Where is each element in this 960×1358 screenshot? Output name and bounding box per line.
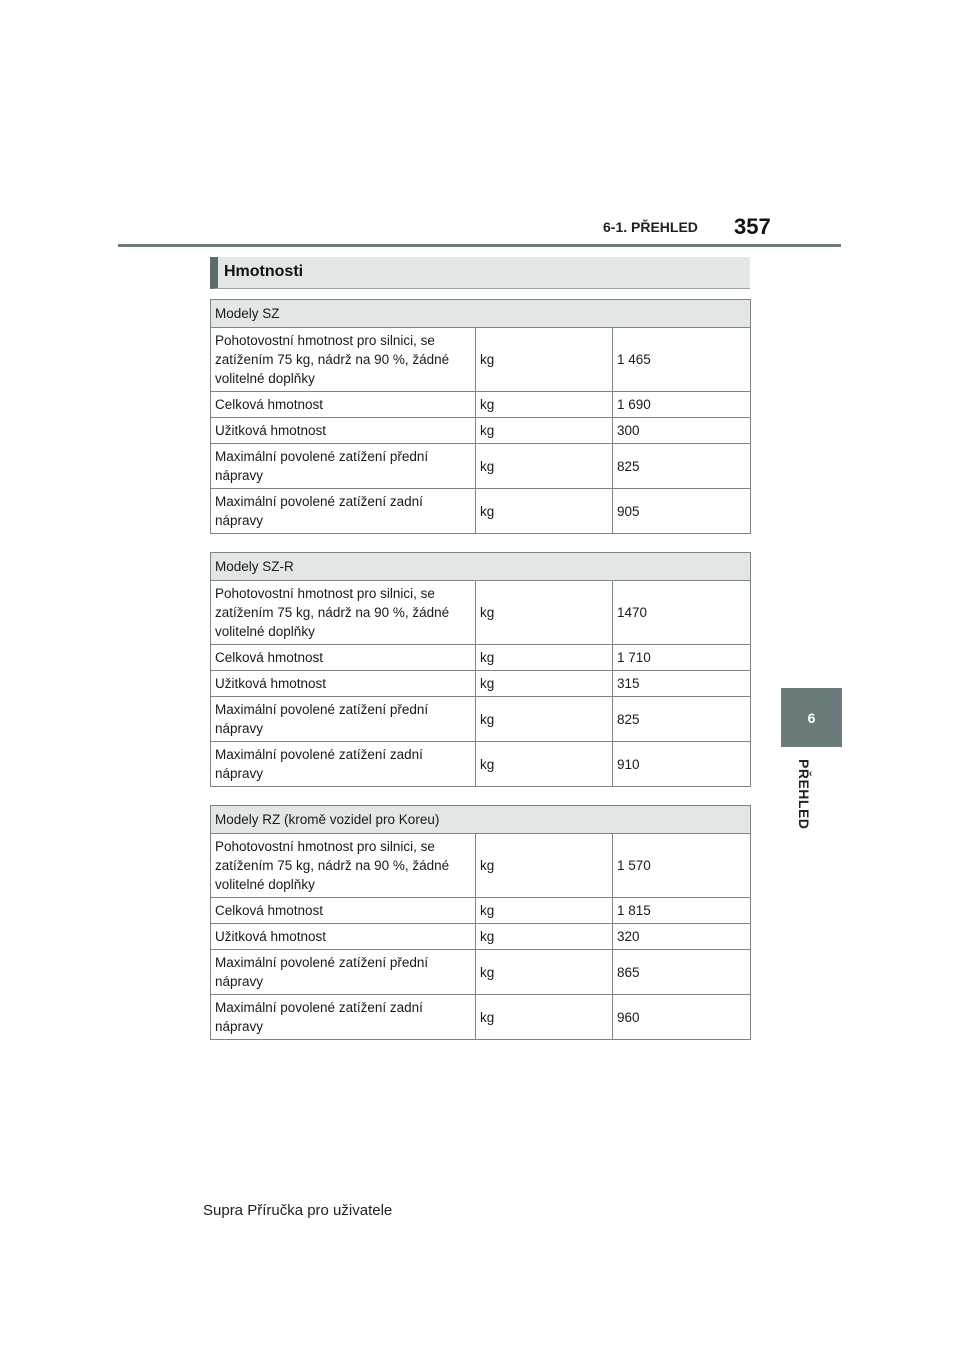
table-row xyxy=(211,671,751,697)
row-value: 315 xyxy=(613,671,751,697)
model-name: Modely SZ-R xyxy=(211,553,751,581)
weights-table-sz-r xyxy=(210,552,751,787)
page-number: 357 xyxy=(734,214,771,239)
row-value: 825 xyxy=(613,697,751,742)
weights-table-sz xyxy=(210,299,751,534)
row-label: Maximální povolené zatížení přední nápravy xyxy=(211,950,476,995)
row-label: Celková hmotnost xyxy=(211,645,476,671)
table-row xyxy=(211,697,751,742)
model-name: Modely SZ xyxy=(211,300,751,328)
row-unit: kg xyxy=(476,581,613,645)
row-label: Celková hmotnost xyxy=(211,392,476,418)
table-row xyxy=(211,950,751,995)
footer-manual-title: Supra Příručka pro uživatele xyxy=(203,1202,393,1219)
table-model-row xyxy=(211,806,751,834)
row-unit: kg xyxy=(476,834,613,898)
chapter-label: PŘEHLED xyxy=(796,759,812,830)
row-label: Užitková hmotnost xyxy=(211,924,476,950)
model-name: Modely RZ (kromě vozidel pro Koreu) xyxy=(211,806,751,834)
weights-table-rz xyxy=(210,805,751,1040)
row-label: Celková hmotnost xyxy=(211,898,476,924)
row-value: 905 xyxy=(613,489,751,534)
chapter-number: 6 xyxy=(807,709,816,726)
chapter-tab xyxy=(781,688,842,747)
table-row xyxy=(211,392,751,418)
table-row xyxy=(211,898,751,924)
table-model-row xyxy=(211,553,751,581)
row-unit: kg xyxy=(476,444,613,489)
row-label: Pohotovostní hmotnost pro silnici, se zatížením 75 kg, nádrž na 90 %, žádné volitelné doplňky xyxy=(211,834,476,898)
table-row xyxy=(211,489,751,534)
row-value: 1 465 xyxy=(613,328,751,392)
row-value: 320 xyxy=(613,924,751,950)
row-unit: kg xyxy=(476,924,613,950)
row-value: 910 xyxy=(613,742,751,787)
row-label: Pohotovostní hmotnost pro silnici, se zatížením 75 kg, nádrž na 90 %, žádné volitelné doplňky xyxy=(211,328,476,392)
row-label: Maximální povolené zatížení přední nápravy xyxy=(211,697,476,742)
row-unit: kg xyxy=(476,697,613,742)
table-row xyxy=(211,444,751,489)
table-row xyxy=(211,995,751,1040)
row-value: 300 xyxy=(613,418,751,444)
row-label: Maximální povolené zatížení přední nápravy xyxy=(211,444,476,489)
section-title: Hmotnosti xyxy=(210,257,750,289)
row-unit: kg xyxy=(476,950,613,995)
row-unit: kg xyxy=(476,898,613,924)
row-value: 825 xyxy=(613,444,751,489)
header-divider xyxy=(118,244,841,247)
row-unit: kg xyxy=(476,742,613,787)
row-value: 960 xyxy=(613,995,751,1040)
table-row xyxy=(211,924,751,950)
row-unit: kg xyxy=(476,328,613,392)
row-label: Maximální povolené zatížení zadní nápravy xyxy=(211,995,476,1040)
row-label: Pohotovostní hmotnost pro silnici, se zatížením 75 kg, nádrž na 90 %, žádné volitelné doplňky xyxy=(211,581,476,645)
row-unit: kg xyxy=(476,995,613,1040)
table-row xyxy=(211,418,751,444)
row-label: Užitková hmotnost xyxy=(211,671,476,697)
row-label: Maximální povolené zatížení zadní nápravy xyxy=(211,742,476,787)
row-value: 1470 xyxy=(613,581,751,645)
row-label: Maximální povolené zatížení zadní nápravy xyxy=(211,489,476,534)
table-row xyxy=(211,742,751,787)
row-unit: kg xyxy=(476,489,613,534)
table-row xyxy=(211,581,751,645)
table-row xyxy=(211,834,751,898)
row-unit: kg xyxy=(476,645,613,671)
row-unit: kg xyxy=(476,671,613,697)
table-row xyxy=(211,328,751,392)
row-value: 1 815 xyxy=(613,898,751,924)
row-value: 1 690 xyxy=(613,392,751,418)
row-value: 865 xyxy=(613,950,751,995)
row-label: Užitková hmotnost xyxy=(211,418,476,444)
row-unit: kg xyxy=(476,418,613,444)
row-value: 1 570 xyxy=(613,834,751,898)
row-unit: kg xyxy=(476,392,613,418)
table-model-row xyxy=(211,300,751,328)
table-row xyxy=(211,645,751,671)
row-value: 1 710 xyxy=(613,645,751,671)
section-heading: 6-1. PŘEHLED xyxy=(603,219,698,235)
